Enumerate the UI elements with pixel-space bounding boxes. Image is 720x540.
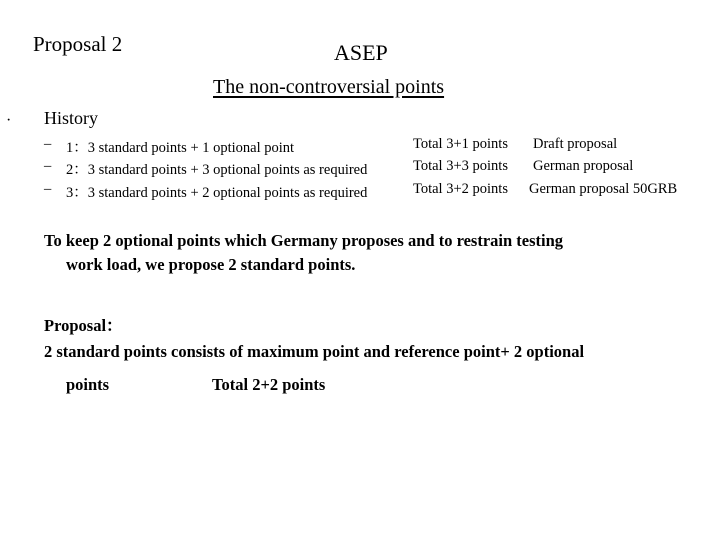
corner-title: Proposal 2 bbox=[33, 32, 123, 56]
page-title: ASEP bbox=[334, 40, 388, 65]
bullet-icon: · bbox=[6, 112, 12, 129]
history-item-total: Total 3+1 points bbox=[413, 136, 508, 152]
history-item-source: German proposal 50GRB bbox=[529, 181, 678, 197]
history-item-source: Draft proposal bbox=[533, 136, 618, 152]
rationale-line-1: To keep 2 optional points which Germany proposes and to restrain testing bbox=[44, 231, 564, 250]
proposal-line-1: 2 standard points consists of maximum point and reference point+ 2 optional bbox=[44, 342, 585, 361]
history-item-description: 1：3 standard points + 1 optional point bbox=[66, 140, 295, 156]
proposal-label: Proposal： bbox=[44, 316, 123, 335]
history-item-description: 2：3 standard points + 3 optional points as required bbox=[66, 162, 368, 178]
rationale-line-2: work load, we propose 2 standard points. bbox=[66, 255, 356, 274]
dash-icon: – bbox=[44, 158, 52, 174]
history-item-total: Total 3+3 points bbox=[413, 158, 508, 174]
history-heading: History bbox=[44, 108, 98, 128]
history-item-description: 3：3 standard points + 2 optional points as required bbox=[66, 185, 368, 201]
dash-icon: – bbox=[44, 136, 52, 152]
page-subtitle: The non-controversial points bbox=[213, 76, 445, 98]
proposal-total: Total 2+2 points bbox=[212, 375, 326, 394]
dash-icon: – bbox=[44, 181, 52, 197]
history-item-source: German proposal bbox=[533, 158, 634, 174]
proposal-line-2: points bbox=[66, 375, 110, 394]
history-item-total: Total 3+2 points bbox=[413, 181, 508, 197]
